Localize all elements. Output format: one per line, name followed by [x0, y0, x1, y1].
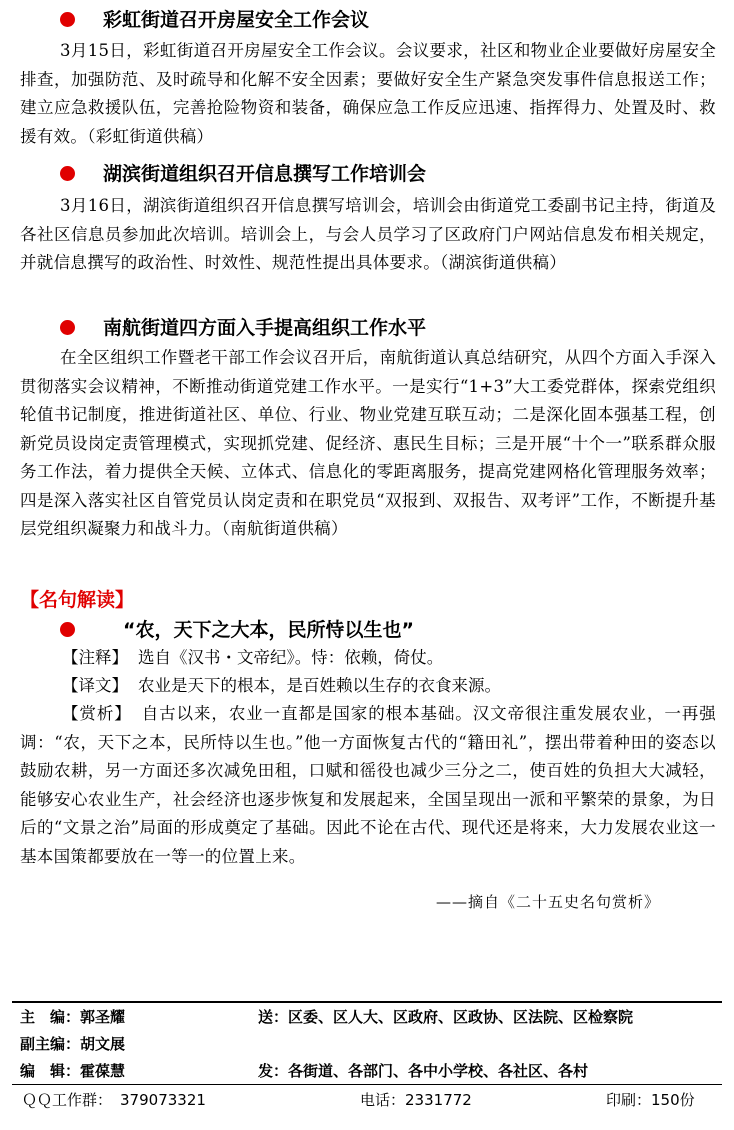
bullet-icon [60, 166, 75, 181]
translation-text: 农业是天下的根本，是百姓赖以生存的衣食来源。 [138, 676, 501, 695]
quote-text: “农，天下之大本，民所恃以生也” [123, 619, 414, 641]
appreciation-paragraph [20, 700, 716, 871]
note-translation [20, 672, 716, 700]
compiler-name: 霍葆慧 [80, 1062, 126, 1080]
editor-label: 主 编： [20, 1008, 81, 1026]
quote-heading [60, 616, 414, 644]
print-count: 150份 [651, 1091, 695, 1109]
footer-print [606, 1087, 695, 1113]
send-list: 区委、区人大、区政府、区政协、区法院、区检察院 [288, 1008, 634, 1026]
bullet-icon [60, 320, 75, 335]
footer-send [258, 1004, 633, 1030]
ming-ju-heading: 【名句解读】 [20, 589, 135, 611]
footer-bottom-rule [12, 1084, 722, 1085]
footer-distribute [258, 1058, 588, 1084]
footer-top-rule [12, 1001, 722, 1003]
section-heading-3 [60, 314, 426, 342]
section-heading-2 [60, 160, 426, 188]
deputy-label: 副主编： [20, 1035, 81, 1053]
section-title-2: 湖滨街道组织召开信息撰写工作培训会 [103, 163, 427, 185]
section-heading-1 [60, 6, 369, 34]
bullet-icon [60, 622, 75, 637]
footer-compiler [20, 1058, 125, 1084]
section-body-2: 3月16日，湖滨街道组织召开信息撰写培训会，培训会由街道党工委副书记主持，街道及各社区信息员参加此次培训。培训会上，与会人员学习了区政府门户网站信息发布相关规定，并就信息撰写的政治性、时效性、规范性提出具体要求。（湖滨街道供稿） [20, 196, 716, 272]
distribute-list: 各街道、各部门、各中小学校、各社区、各村 [288, 1062, 589, 1080]
send-label: 送： [258, 1008, 289, 1026]
deputy-name: 胡文展 [80, 1035, 126, 1053]
distribute-label: 发： [258, 1062, 289, 1080]
editor-name: 郭圣耀 [80, 1008, 126, 1026]
section-body-3: 在全区组织工作暨老干部工作会议召开后，南航街道认真总结研究，从四个方面入手深入贯彻落实会议精神，不断推动街道党建工作水平。一是实行“1+3”大工委党群体，探索党组织轮值书记制度，推进街道社区、单位、行业、物业党建互联互动；二是深化固本强基工程，创新党员设岗定责管理模式，实现抓党建、促经济、惠民生目标；三是开展“十个一”联系群众服务工作法，着力提供全天候、立体式、信息化的零距离服务，提高党建网格化管理服务效率；四是深入落实社区自管党员认岗定责和在职党员“双报到、双报告、双考评”工作，不断提升基层党组织凝聚力和战斗力。（南航街道供稿） [20, 348, 716, 538]
phone-label: 电话： [360, 1091, 406, 1109]
qq-label: ＱＱ工作群： [22, 1091, 113, 1109]
section-body-1: 3月15日，彩虹街道召开房屋安全工作会议。会议要求，社区和物业企业要做好房屋安全排查，加强防范、及时疏导和化解不安全因素；要做好安全生产紧急突发事件信息报送工作；建立应急救援队伍，完善抢险物资和装备，确保应急工作反应迅速、指挥得力、处置及时、救援有效。（彩虹街道供稿） [20, 41, 716, 146]
section-title-3: 南航街道四方面入手提高组织工作水平 [103, 317, 427, 339]
compiler-label: 编 辑： [20, 1062, 81, 1080]
note-annotation [20, 644, 716, 672]
appreciation-text: 自古以来，农业一直都是国家的根本基础。汉文帝很注重发展农业，一再强调：“农，天下之本，民所恃以生也。”他一方面恢复古代的“籍田礼”，摆出带着种田的姿态以鼓励农耕，另一方面还多次减免田租，口赋和徭役也减少三分之二，使百姓的负担大大减轻，能够安心农业生产，社会经济也逐步恢复和发展起来，全国呈现出一派和平繁荣的景象，为日后的“文景之治”局面的形成奠定了基础。因此不论在古代、现代还是将来，大力发展农业这一基本国策都要放在一等一的位置上来。 [20, 704, 717, 866]
footer-phone [360, 1087, 472, 1113]
print-label: 印刷： [606, 1091, 652, 1109]
translation-label: 【译文】 [62, 676, 128, 695]
footer-deputy [20, 1031, 125, 1057]
qq-number: 379073321 [120, 1091, 206, 1109]
note-label: 【注释】 [62, 648, 128, 667]
appreciation-label: 【赏析】 [62, 704, 132, 723]
note-text: 选自《汉书・文帝纪》。恃：依赖，倚仗。 [138, 648, 444, 667]
footer-qq [22, 1087, 206, 1113]
phone-number: 2331772 [405, 1091, 472, 1109]
bullet-icon [60, 12, 75, 27]
footer-editor [20, 1004, 125, 1030]
source-citation: ——摘自《二十五史名句赏析》 [435, 893, 660, 911]
section-title-1: 彩虹街道召开房屋安全工作会议 [103, 9, 370, 31]
